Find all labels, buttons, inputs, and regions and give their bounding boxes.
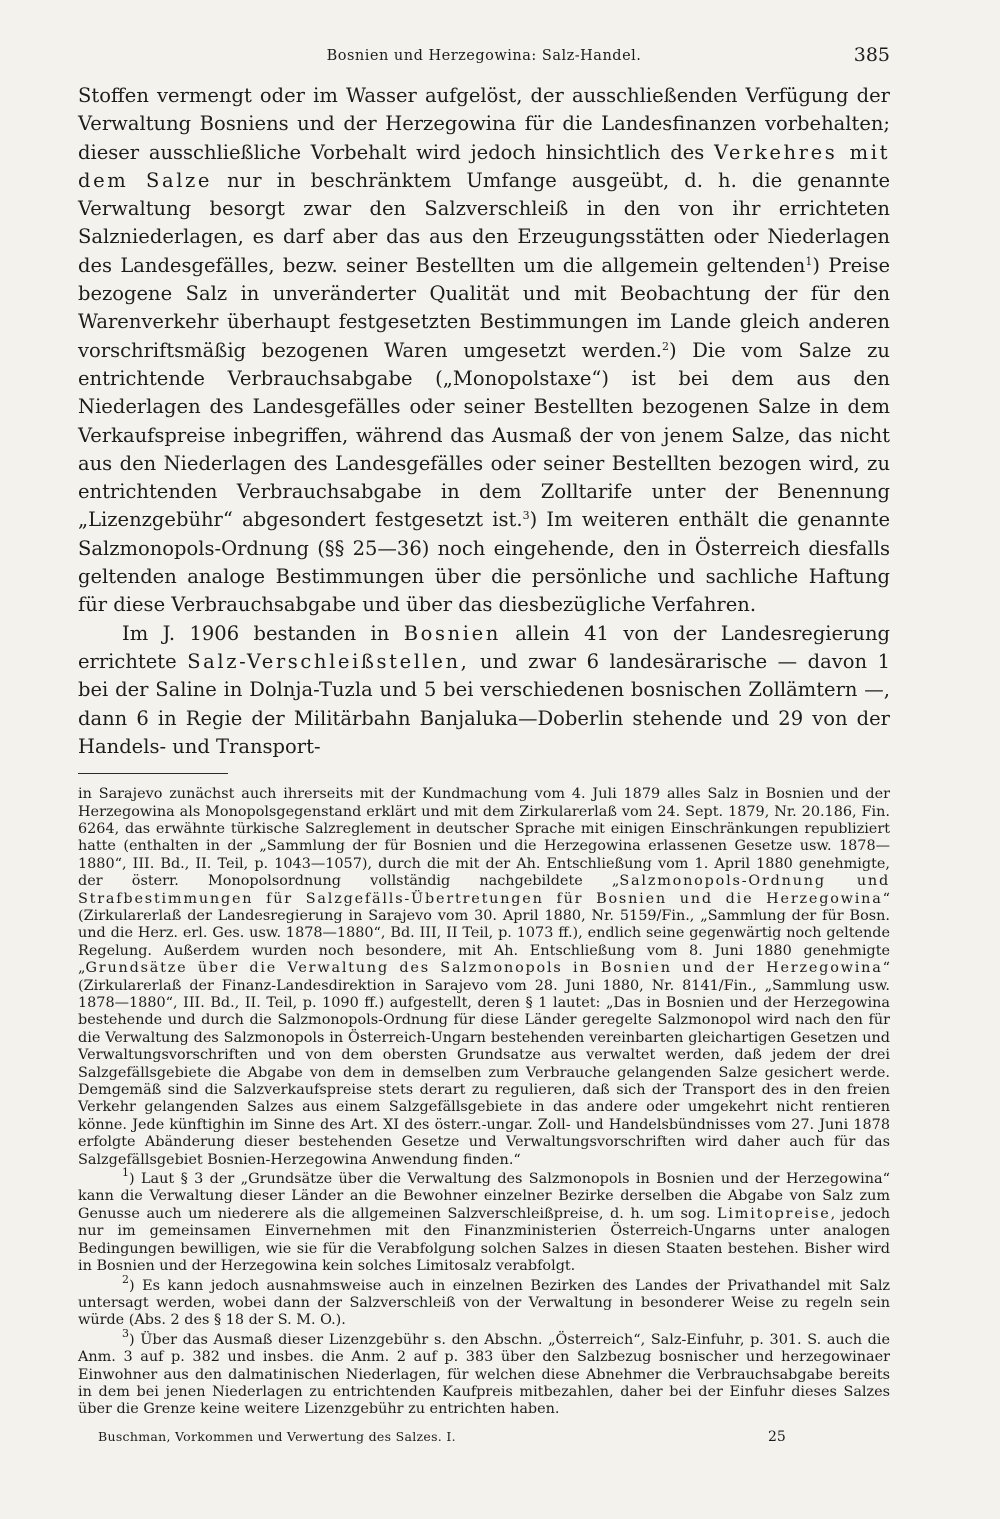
emphasis: Limitopreise bbox=[717, 1205, 831, 1222]
text-run: ) Über das Ausmaß dieser Lizenzgebühr s. den Abschn. „Österreich“, Salz-Einfuhr, p. 301. S. auch die Anm. 3 auf p. 382 und insbes. die Anm. 2 auf p. 383 über den Salzbezug bosnischer und herzegowinaer Einwohner aus den dalmatinischen Niederlagen, für welchen diese Abnehmer die Verbrauchsabgabe bereits in dem bei jenen Niederlagen zu entrichtenden Kaufpreis mitbezahlen, daher bei der Einfuhr dieses Salzes über die Grenze keine weitere Lizenzgebühr zu entrichten haben. bbox=[78, 1331, 890, 1418]
text-run: ) Es kann jedoch ausnahmsweise auch in einzelnen Bezirken des Landes der Privathandel mit Salz untersagt werden, wobei dann der Salzverschleiß von der Verwaltung in besonderer Weise zu regeln sein würde (Abs. 2 des § 18 der S. M. O.). bbox=[78, 1277, 890, 1329]
footnote-2 bbox=[78, 1272, 890, 1330]
footnotes bbox=[78, 786, 890, 1419]
text-run: in Sarajevo zunächst auch ihrerseits mit der Kundmachung vom 4. Juli 1879 alles Salz in Bosnien und der Herzegowina als Monopolsgegenstand erklärt und mit dem Zirkularerlaß vom 24. Sept. 1879, Nr. 20.186, Fin. 6264, das erwähnte türkische Salzreglement in deutscher Sprache mit einigen Einschränkungen republiziert hatte (enthalten in der „Sammlung der für Bosnien und die Herzegowina erlassenen Gesetze usw. 1878—1880“, III. Bd., II. Teil, p. 1043—1057), durch die mit der Ah. Entschließung vom 1. April 1880 genehmigte, der österr. Monopolsordnung vollständig nachgebildete „ bbox=[78, 786, 890, 890]
emphasis: Salz-Verschleißstellen, bbox=[187, 649, 470, 673]
footnote-mark: 3 bbox=[122, 1326, 129, 1340]
text-run: allein 41 von der Landesregierung errichtete bbox=[78, 621, 890, 673]
printer-signature: Buschman, Vorkommen und Verwertung des Salzes. I. bbox=[98, 1428, 456, 1444]
footnote-mark: 2 bbox=[122, 1272, 129, 1286]
footnote-divider bbox=[78, 773, 228, 774]
paragraph: Stoffen vermengt oder im Wasser aufgelöst, der ausschließenden Verfügung der Verwaltung Bosniens und der Herzegowina für die Landesfinanzen vorbehalten; dieser ausschließliche Vorbehalt wird jedoch hinsichtlich des Verkehres mit dem Salze nur in beschränktem Umfange ausgeübt, d. h. die genannte Verwaltung besorgt zwar den Salzverschleiß in den von ihr errichteten Salzniederlagen, es darf aber das aus den Erzeugungsstätten oder Niederlagen des Landesgefälles, bezw. seiner Bestellten um die allgemein geltenden$^1$) Preise bezogene Salz in unveränderter Qualität und mit Beobachtung der für den Warenverkehr überhaupt festgesetzten Bestimmungen im Lande gleich anderen vorschriftsmäßig bezogenen Waren umgesetzt werden.$^2$) Die vom Salze zu entrichtende Verbrauchsabgabe („Monopolstaxe“) ist bei dem aus den Niederlagen des Landesgefälles oder seiner Bestellten bezogenen Salze in dem Verkaufspreise inbegriffen, während das Ausmaß der von jenem Salze, das nicht aus den Niederlagen des Landesgefälles oder seiner Bestellten bezogen wird, zu entrichtenden Verbrauchsabgabe in dem Zolltarife unter der Benennung „Lizenzgebühr“ abgesondert festgesetzt ist.$^3$) Im weiteren enthält die genannte Salzmonopols-Ordnung (§§ 25—36) noch eingehende, den in Österreich diesfalls geltenden analoge Bestimmungen über die persönliche und sachliche Haftung für diese Verbrauchsabgabe und über das diesbezügliche Verfahren. bbox=[78, 84, 891, 617]
running-title: Bosnien und Herzegowina: Salz-Handel. bbox=[326, 48, 642, 64]
text-run: und zwar 6 landesärarische — davon 1 bei der Saline in Dolnja-Tuzla und 5 bei verschiedenen bosnischen Zollämtern —, dann 6 in Regie der Militärbahn Banjaluka—Doberlin stehende und 29 von der Handels- und Transport- bbox=[78, 649, 891, 758]
emphasis: Bosnien bbox=[403, 621, 501, 645]
text-run: Im weiteren enthält die genannte Salzmonopols-Ordnung (§§ 25—36) noch eingehende, den in Österreich diesfalls geltenden analoge Bestimmungen über die persönliche und sachliche Haftung für diese Verbrauchsabgabe und über das diesbezügliche Verfahren. bbox=[78, 508, 890, 617]
footnote-1 bbox=[78, 1166, 890, 1275]
emphasis: Salzmonopols-Ordnung und Strafbestimmungen für Salzgefälls-Übertretungen für Bosnien und die Herzegowina bbox=[78, 873, 890, 907]
main-text bbox=[78, 82, 890, 761]
footnote-ref: 2 bbox=[661, 339, 669, 353]
footnote-ref: 3 bbox=[522, 509, 530, 523]
footnote-mark: 1 bbox=[122, 1166, 129, 1180]
text-run: nur in beschränktem Umfange ausgeübt, d. h. die genannte Verwaltung besorgt zwar den Salzverschleiß in den von ihr errichteten Salzniederlagen, es darf aber das aus den Erzeugungsstätten oder Niederlagen des Landesgefälles, bezw. seiner Bestellten um die allgemein geltenden bbox=[78, 168, 890, 277]
page-number: 385 bbox=[853, 44, 890, 66]
document-page bbox=[78, 44, 890, 1451]
text-run: Im J. 1906 bestanden in bbox=[122, 621, 404, 645]
text-run: ) Laut § 3 der „Grundsätze über die Verwaltung des Salzmonopols in Bosnien und der Herzegowina“ kann die Verwaltung dieser Länder an die Bewohner einzelner Bezirke derselben die Abgabe von Salz zum Genusse auch um niederere als die allgemeinen Salzverschleißpreise, d. h. um sog. bbox=[78, 1171, 890, 1222]
text-run: “ (Zirkularerlaß der Finanz-Landesdirektion in Sarajevo vom 28. Juni 1880, Nr. 8141/Fin., „Sammlung usw. 1878—1880“, III. Bd., II. Teil, p. 1090 ff.) aufgestellt, deren § 1 lautet: „Das in Bosnien und der Herzegowina bestehende und durch die Salzmonopols-Ordnung für diese Länder geregelte Salzmonopol wird nach den für die Verwaltung des Salzmonopols in Österreich-Ungarn bestehenden vereinbarten gleichartigen Gesetzen und Verwaltungsvorschriften und von dem obersten Grundsatze aus verwaltet werden, daß jedem der drei Salzgefällsgebiete die Abgabe von dem in demselben zum Verbrauche gelangenden Salze gesichert werde. Demgemäß sind die Salzverkaufspreise stets derart zu regulieren, daß sich der Transport des in den freien Verkehr gelangenden Salzes aus einem Salzgefällsgebiete in das andere oder umgekehrt nicht rentieren könne. Jede künftighin im Sinne des Art. XI des österr.-ungar. Zoll- und Handelsbündnisses vom 27. Juni 1878 erfolgte Abänderung dieser bestehenden Gesetze und Verwaltungsvorschriften wird daher auch für das Salzgefällsgebiet Bosnien-Herzegowina Anwendung finden.“ bbox=[78, 960, 890, 1168]
footnote-3 bbox=[78, 1326, 890, 1419]
page-footer bbox=[78, 1429, 890, 1451]
paragraph bbox=[78, 620, 890, 761]
emphasis: Verkehres mit dem Salze bbox=[78, 140, 891, 192]
footnote-continuation bbox=[78, 786, 890, 1169]
text-run: Preise bezogene Salz in unveränderter Qualität und mit Beobachtung der für den Warenverkehr überhaupt festgesetzten Bestimmungen im Lande gleich anderen vorschriftsmäßig bezogenen Waren umgesetzt werden. bbox=[78, 253, 891, 362]
footnote-ref: 1 bbox=[805, 254, 813, 268]
signature-number: 25 bbox=[768, 1428, 786, 1445]
text-run: Stoffen vermengt oder im Wasser aufgelöst, der ausschließenden Verfügung der Verwaltung Bosniens und der Herzegowina für die Landesfinanzen vorbehalten; dieser ausschließliche Vorbehalt wird jedoch hinsichtlich des bbox=[78, 84, 890, 164]
text-run: , jedoch nur im gemeinsamen Einvernehmen mit den Finanzministerien Österreich-Ungarns unter analogen Bedingungen bewilligen, wie sie für die Verabfolgung solchen Salzes in diesen Staaten bestehen. Bisher wird in Bosnien und der Herzegowina kein solches Limitosalz verabfolgt. bbox=[78, 1205, 890, 1275]
page-header bbox=[78, 44, 890, 74]
text-run: “ (Zirkularerlaß der Landesregierung in Sarajevo vom 30. April 1880, Nr. 5159/Fin., „Sammlung der für Bosn. und die Herz. erl. Ges. usw. 1878—1880“, Bd. III, II Teil, p. 1073 ff.), endlich seine gegenwärtig noch geltende Regelung. Außerdem wurden noch besondere, mit Ah. Entschließung vom 8. Juni 1880 genehmigte „ bbox=[78, 890, 890, 977]
text-run: Die vom Salze zu entrichtende Verbrauchsabgabe („Monopolstaxe“) ist bei dem aus den Niederlagen des Landesgefälles oder seiner Bestellten bezogenen Salze in dem Verkaufspreise inbegriffen, während das Ausmaß der von jenem Salze, das nicht aus den Niederlagen des Landesgefälles oder seiner Bestellten bezogen wird, zu entrichtenden Verbrauchsabgabe in dem Zolltarife unter der Benennung „Lizenzgebühr“ abgesondert festgesetzt ist. bbox=[78, 338, 890, 532]
emphasis: Grundsätze über die Verwaltung des Salzmonopols in Bosnien und der Herzegowina bbox=[85, 960, 883, 977]
